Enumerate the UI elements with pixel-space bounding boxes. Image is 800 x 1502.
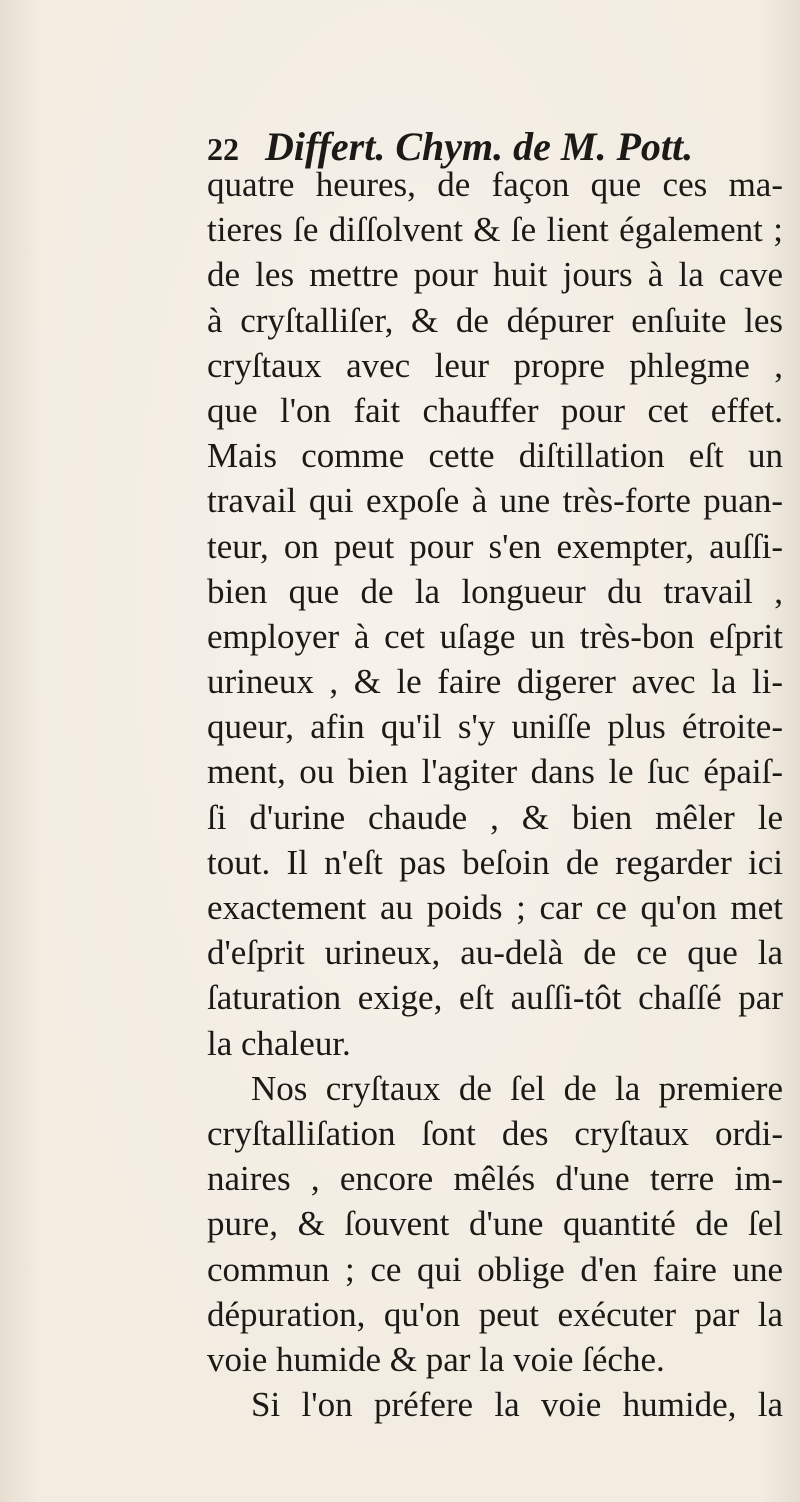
text-line: de les mettre pour huit jours à la cave (207, 255, 783, 295)
paragraph-end-line: la chaleur. (207, 1023, 351, 1063)
text-line: commun ; ce qui oblige d'en faire une (207, 1249, 783, 1289)
page-number: 22 (207, 131, 239, 167)
text-line: d'eſprit urineux, au-delà de ce que la (207, 933, 783, 973)
text-line: cryſtalliſation ſont des cryſtaux ordi- (207, 1113, 783, 1153)
text-line: ment, ou bien l'agiter dans le ſuc épaiſ- (207, 752, 783, 792)
text-line: dépuration, qu'on peut exécuter par la (207, 1294, 783, 1334)
running-title: Differt. Chym. de M. Pott. (265, 124, 694, 169)
body-text (207, 162, 783, 1427)
paragraph-start-line: Nos cryſtaux de ſel de la premiere (251, 1068, 783, 1108)
text-line: quatre heures, de façon que ces ma- (207, 165, 783, 204)
text-line: employer à cet uſage un très-bon eſprit (207, 616, 783, 656)
paragraph-start-line: Si l'on préfere la voie humide, la (251, 1385, 783, 1425)
text-line: ſaturation exige, eſt auſſi-tôt chaſſé par (207, 978, 783, 1018)
text-line: bien que de la longueur du travail , (207, 571, 783, 611)
text-line: Mais comme cette diſtillation eſt un (207, 436, 783, 476)
text-line: pure, & ſouvent d'une quantité de ſel (207, 1204, 783, 1244)
text-line: ſi d'urine chaude , & bien mêler le (207, 797, 783, 837)
text-line: que l'on fait chauffer pour cet effet. (207, 390, 783, 430)
text-line: urineux , & le faire digerer avec la li- (207, 662, 783, 702)
text-line: cryſtaux avec leur propre phlegme , (207, 345, 783, 385)
text-line: tieres ſe diſſolvent & ſe lient également ; (207, 210, 783, 250)
text-line: teur, on peut pour s'en exempter, auſſi- (207, 526, 783, 566)
text-line: queur, afin qu'il s'y uniſſe plus étroite- (207, 707, 783, 747)
text-line: naires , encore mêlés d'une terre im- (207, 1159, 783, 1199)
text-line: travail qui expoſe à une très-forte puan- (207, 481, 783, 521)
text-line: à cryſtalliſer, & de dépurer enſuite les (207, 300, 783, 340)
paragraph-end-line: voie humide & par la voie ſéche. (207, 1339, 665, 1379)
text-line: exactement au poids ; car ce qu'on met (207, 888, 783, 927)
text-line: tout. Il n'eſt pas beſoin de regarder ici (207, 842, 783, 882)
